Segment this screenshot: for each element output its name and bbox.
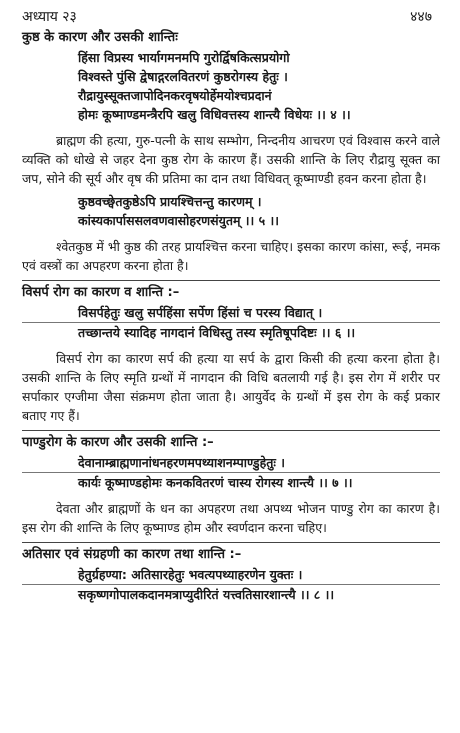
verse-line: हिंसा विप्रस्य भार्यागमनमपि गुरोर्द्विषकित्सप्रयोगो xyxy=(78,50,290,65)
page-number: ४४७ xyxy=(410,9,432,25)
chapter-label: अध्याय २३ xyxy=(22,9,77,25)
running-header xyxy=(22,8,440,26)
verse-line: देवानाम्ब्राह्मणानांधनहरणमपथ्याशनम्पाण्डुहेतुः । xyxy=(22,453,440,473)
commentary-paragraph: देवता और ब्राह्मणों के धन का अपहरण तथा अपथ्य भोजन पाण्डु रोग का कारण है। इस रोग की शान्ति के लिए कूष्माण्ड होम और स्वर्णदान करना चहिए। xyxy=(22,501,440,535)
section-kushtha xyxy=(22,29,440,275)
section-heading: अतिसार एवं संग्रहणी का कारण तथा शान्ति :– xyxy=(22,542,440,564)
verse-line: रौद्रायुस्सूक्तजापोदिनकरवृषयोर्हेमयोश्चप्रदानं xyxy=(78,88,272,103)
verse-line: हेतुर्ग्रहण्या: अतिसारहेतुः भवत्यपथ्याहरणेन युक्तः । xyxy=(22,565,440,585)
commentary-paragraph: श्वेतकुष्ठ में भी कुष्ठ की तरह प्रायश्चित्त करना चाहिए। इसका कारण कांसा, रूई, नमक एवं वस्त्रों का अपहरण करना होता है। xyxy=(22,239,440,273)
commentary-paragraph: ब्राह्मण की हत्या, गुरु-पत्नी के साथ सम्भोग, निन्दनीय आचरण एवं विश्वास करने वाले व्यक्ति को धोखे से जहर देना कुष्ठ रोग के कारण हैं। उसकी शान्ति के लिए रौद्रायु सूक्त का जप, सोने की सूर्य और वृष की प्रतिमा का दान तथा विधिवत् कूष्माण्डी हवन करना होता है। xyxy=(22,133,440,186)
verse-line: सकृष्णगोपालकदानमत्राप्युदीरितं यत्त्वतिसारशान्त्यै ।। ८ ।। xyxy=(78,587,335,602)
section-visarpa xyxy=(22,280,440,425)
verse-line: कुष्ठवच्छ्वेतकुष्ठेऽपि प्रायश्चित्तन्तु कारणम् । xyxy=(78,194,262,209)
section-pandu xyxy=(22,430,440,537)
verse-line: विसर्पहेतुः खलु सर्पहिंसा सर्पेण हिंसां च परस्य विद्यात् । xyxy=(22,303,440,323)
verse-line: कार्यः कूष्माण्डहोमः कनकवितरणं चास्य रोगस्य शान्त्यै ।। ७ ।। xyxy=(78,475,353,490)
verse-line: विश्वस्ते पुंसि द्वेषाद्गरलवितरणं कुष्ठरोगस्य हेतुः । xyxy=(78,69,288,84)
commentary-paragraph: विसर्प रोग का कारण सर्प की हत्या या सर्प के द्वारा किसी की हत्या करना होता है। उसकी शान्ति के लिए स्मृति ग्रन्थों में नागदान की विधि बतलायी गई है। इस रोग में शरीर पर सर्पाकार एग्जीमा जैसा संक्रमण होता जाता है। आयुर्वेद के ग्रन्थों में इस रोग के कई प्रकार बताए गए हैं। xyxy=(22,351,440,423)
verse-line: होमः कूष्माण्डमन्त्रैरपि खलु विधिवत्तस्य शान्त्यै विधेयः ।। ४ ।। xyxy=(78,107,351,122)
section-heading: पाण्डुरोग के कारण और उसकी शान्ति :– xyxy=(22,430,440,452)
section-heading: कुष्ठ के कारण और उसकी शान्तिः xyxy=(22,30,178,45)
section-atisara xyxy=(22,542,440,604)
section-heading: विसर्प रोग का कारण व शान्ति :– xyxy=(22,280,440,302)
verse-line: कांस्यकार्पाससलवणवासोहरणसंयुतम् ।। ५ ।। xyxy=(78,213,279,228)
verse-line: तच्छान्तये स्यादिह नागदानं विधिस्तु तस्य स्मृतिषूपदिष्टः ।। ६ ।। xyxy=(78,325,356,340)
